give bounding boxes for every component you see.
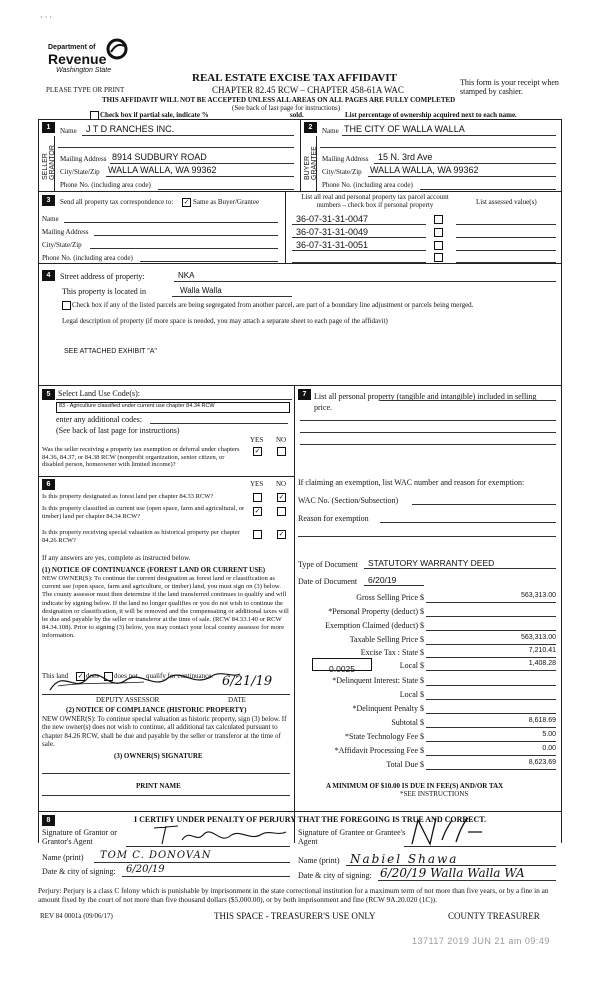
s5-no: NO xyxy=(276,436,287,444)
certify-line: I CERTIFY UNDER PENALTY OF PERJURY THAT THE FOREGOING IS TRUE AND CORRECT. xyxy=(134,815,487,824)
same-as-buyer-checkbox[interactable]: ✓ xyxy=(183,198,190,206)
owner-signature-label: (3) OWNER(S) SIGNATURE xyxy=(114,752,203,760)
warning-line: THIS AFFIDAVIT WILL NOT BE ACCEPTED UNLESS ALL AREAS ON ALL PAGES ARE FULLY COMPLETED xyxy=(102,96,456,104)
personal-property-checkbox[interactable] xyxy=(434,215,443,224)
sold-label: sold. xyxy=(290,111,304,119)
buyer-city-label: City/State/Zip xyxy=(322,168,362,176)
notice2-text: NEW OWNER(S): To continue special valuation as historic property, sign (3) below. If the new owner(s) does not wish to continue, all additional tax calculated pursuant to chapter 84.26 RCW, shall be due and payable by the seller or transferor at the time of sale. xyxy=(42,715,287,749)
tax-row-value[interactable]: 8,618.69 xyxy=(528,717,556,724)
line xyxy=(126,846,290,847)
line xyxy=(150,423,288,424)
qualify-label: qualify for continuance. xyxy=(146,672,214,680)
tax-row-label: Total Due $ xyxy=(386,760,424,769)
see-back: (See back of last page for instructions) xyxy=(232,104,341,112)
does-checkbox[interactable]: ✓ xyxy=(77,672,84,680)
seller-name[interactable]: J T D RANCHES INC. xyxy=(86,124,175,134)
s6-yes: YES xyxy=(250,480,264,488)
land-use-code: 83 - Agriculture classified under current use chapter 84.34 RCW xyxy=(59,403,215,409)
reason-label: Reason for exemption xyxy=(298,514,369,523)
recording-stamp: 137117 2019 JUN 21 am 09:49 xyxy=(412,936,550,946)
historic-question: Is this property receiving special valuation as historical property per chapter 84.26 RCW? xyxy=(42,529,240,544)
rule xyxy=(38,476,294,477)
tax-row-value[interactable]: 8,623.69 xyxy=(528,759,556,766)
doc-date-label: Date of Document xyxy=(298,577,358,586)
line xyxy=(456,262,556,263)
does-not-label: does not xyxy=(114,672,138,680)
dor-logo xyxy=(48,38,138,78)
tax-row-value[interactable]: 5.00 xyxy=(542,731,556,738)
line xyxy=(378,880,556,881)
tax-row-label: Taxable Selling Price $ xyxy=(349,635,424,644)
grantee-sig-text: Signature of Grantee or Grantee's Agent xyxy=(298,828,406,846)
print-name-label: PRINT NAME xyxy=(136,782,181,790)
line xyxy=(426,755,556,756)
s5-yes: YES xyxy=(250,436,264,444)
grantor-name-label: Name (print) xyxy=(42,853,84,862)
doc-type-label: Type of Document xyxy=(298,560,358,569)
forest-yes-checkbox[interactable] xyxy=(253,493,262,502)
line xyxy=(172,296,292,297)
tax-row-value[interactable]: 563,313.00 xyxy=(520,634,556,641)
tax-row-value[interactable]: 563,313.00 xyxy=(520,592,556,599)
line xyxy=(298,536,556,537)
line xyxy=(426,727,556,728)
form-title: REAL ESTATE EXCISE TAX AFFIDAVIT xyxy=(192,72,397,84)
rule xyxy=(38,385,562,386)
forest-no-checkbox[interactable]: ✓ xyxy=(278,493,285,501)
exemption-question: Was the seller receiving a property tax exemption or deferral under chapters 84.36, 84.37, or 84.38 RCW (nonprofit organization, senior citizen, or disabled person, homeowner with limited income)? xyxy=(42,446,240,468)
grantor-date-label: Date & city of signing: xyxy=(42,867,116,876)
does-label: does xyxy=(86,672,99,680)
s6-no: NO xyxy=(276,480,287,488)
form-revision: REV 84 0001a (09/06/17) xyxy=(40,912,113,920)
legal-description[interactable]: SEE ATTACHED EXHIBIT "A" xyxy=(64,348,157,355)
line xyxy=(426,644,556,645)
line xyxy=(292,250,426,251)
historic-no-checkbox[interactable]: ✓ xyxy=(278,530,285,538)
receipt-note: This form is your receipt when stamped by cashier. xyxy=(460,78,559,96)
personal-property-checkbox[interactable] xyxy=(434,253,443,262)
buyer-mail-label: Mailing Address xyxy=(322,155,369,163)
current-use-yes-checkbox[interactable]: ✓ xyxy=(254,507,261,515)
line xyxy=(426,670,556,671)
line xyxy=(94,235,278,236)
seller-phone-label: Phone No. (including area code) xyxy=(60,181,151,189)
tax-row-label: Excise Tax : State $ xyxy=(360,648,424,657)
section-number-7: 7 xyxy=(298,389,311,400)
section-number-2: 2 xyxy=(304,122,317,133)
parcel-header: List all real and personal property tax parcel account numbers – check box if personal property xyxy=(301,193,449,209)
s5-see-back: (See back of last page for instructions) xyxy=(56,426,180,435)
tax-row-value[interactable]: 1,408.28 xyxy=(528,660,556,667)
line xyxy=(426,685,556,686)
line xyxy=(426,630,556,631)
same-as-buyer-label: Same as Buyer/Grantee xyxy=(193,198,260,206)
deputy-label: DEPUTY ASSESSOR xyxy=(96,696,160,704)
notice1-title: (1) NOTICE OF CONTINUANCE (FOREST LAND OR CURRENT USE) xyxy=(42,566,266,574)
line xyxy=(292,262,426,263)
line xyxy=(292,224,426,225)
form-chapter: CHAPTER 82.45 RCW – CHAPTER 458-61A WAC xyxy=(212,85,404,95)
line xyxy=(380,522,556,523)
land-use-label: Select Land Use Code(s): xyxy=(58,389,140,398)
line xyxy=(58,147,294,148)
dept-line1: Department of xyxy=(48,44,96,51)
seller-mail-label: Mailing Address xyxy=(60,155,107,163)
line xyxy=(110,163,294,164)
line xyxy=(42,795,290,796)
tax-row-label: *Delinquent Interest: State $ xyxy=(332,676,424,685)
street-label: Street address of property: xyxy=(60,272,145,281)
line xyxy=(300,420,556,421)
rule xyxy=(294,385,295,843)
exemption-no-checkbox[interactable] xyxy=(277,447,286,456)
rule xyxy=(38,385,39,843)
tax-row-value[interactable]: 7,210.41 xyxy=(528,647,556,654)
section-number-4: 4 xyxy=(42,270,55,281)
grantor-signature xyxy=(150,820,290,848)
line xyxy=(364,568,556,569)
current-use-no-checkbox[interactable] xyxy=(277,507,286,516)
assessed-header: List assessed value(s) xyxy=(476,198,537,206)
rule xyxy=(561,263,562,385)
seller-city-label: City/State/Zip xyxy=(60,168,100,176)
perjury-statement: Perjury: Perjury is a class C felony which is punishable by imprisonment in the state correctional institution for a maximum term of not more than five years, or by a fine in an amount fixed by the court of not more than five thousand dollars ($5,000.00), or by both imprisonment and fine (RCW 9A.20.020 (1C)). xyxy=(38,886,549,904)
line xyxy=(174,281,556,282)
grantor-date[interactable]: 6/20/19 xyxy=(126,864,165,875)
line xyxy=(426,616,556,617)
doc-date[interactable]: 6/20/19 xyxy=(368,575,397,585)
segregated-checkbox[interactable] xyxy=(62,301,71,310)
line xyxy=(380,400,556,401)
buyer-side-label: BUYER GRANTEE xyxy=(304,146,318,180)
line xyxy=(42,694,290,695)
s3-phone-label: Phone No. (including area code) xyxy=(42,254,133,262)
segregated-label: Check box if any of the listed parcels are being segregated from another parcel, are part of a boundary line adjustment or parcels being merged. xyxy=(72,301,474,309)
buyer-phone-label: Phone No. (including area code) xyxy=(322,181,413,189)
tax-row-label: Gross Selling Price $ xyxy=(356,593,424,602)
local-rate: 0.0025 xyxy=(329,664,355,674)
rule xyxy=(316,136,317,191)
line xyxy=(426,602,556,603)
line xyxy=(364,585,424,586)
tax-row-value[interactable]: 0.00 xyxy=(542,745,556,752)
line xyxy=(90,248,278,249)
line xyxy=(426,699,556,700)
line xyxy=(456,250,556,251)
rule xyxy=(38,191,39,263)
notice2-title: (2) NOTICE OF COMPLIANCE (HISTORIC PROPERTY) xyxy=(66,706,247,714)
dept-line3: Washington State xyxy=(56,67,112,74)
line xyxy=(300,432,556,433)
dept-line2: Revenue xyxy=(48,51,107,67)
additional-codes-label: enter any additional codes: xyxy=(56,415,142,424)
line xyxy=(426,769,556,770)
personal-property-checkbox[interactable] xyxy=(434,228,443,237)
line xyxy=(122,876,290,877)
historic-yes-checkbox[interactable] xyxy=(253,530,262,539)
buyer-name[interactable]: THE CITY OF WALLA WALLA xyxy=(344,124,465,134)
grantee-date-label: Date & city of signing: xyxy=(298,871,372,880)
if-yes-note: If any answers are yes, complete as instructed below. xyxy=(42,554,191,562)
tax-row-label: *Delinquent Penalty $ xyxy=(352,704,424,713)
doc-type[interactable]: STATUTORY WARRANTY DEED xyxy=(368,558,495,568)
dor-logo-icon xyxy=(106,38,128,60)
line xyxy=(320,147,556,148)
grantee-name-label: Name (print) xyxy=(298,856,340,865)
grantee-date[interactable]: 6/20/19 Walla Walla WA xyxy=(380,866,525,880)
rule xyxy=(300,119,301,191)
located-label: This property is located in xyxy=(62,287,146,296)
tax-row-label: *Personal Property (deduct) $ xyxy=(328,607,424,616)
notice1-text: NEW OWNER(S): To continue the current designation as forest land or classification as current use (open space, farm and agriculture, or timber) land, you must sign on (3) below. The county assessor must then determine if the land transferred continues to qualify and will indicate by signing below. If the land no longer qualifies or you do not wish to continue the designation or classification, it will be removed and the compensating or additional taxes will be due and payable by the seller or transferor at the time of sale. (RCW 84.33.140 or RCW 84.34.108). Prior to signing (3) below, you may contact your local county assessor for more information. xyxy=(42,575,289,640)
grantor-name[interactable]: TOM C. DONOVAN xyxy=(100,850,212,861)
assessor-date[interactable]: 6/21/19 xyxy=(222,674,273,689)
assessor-signature xyxy=(44,664,244,696)
line xyxy=(292,237,426,238)
section-number-1: 1 xyxy=(42,122,55,133)
send-correspondence-label: Send all property tax correspondence to: xyxy=(60,198,174,206)
current-use-question: Is this property classified as current use (open space, farm and agricultural, or timber) land per chapter 84.34 RCW? xyxy=(42,505,245,520)
rule xyxy=(38,263,562,264)
tax-row-label: *State Technology Fee $ xyxy=(344,732,424,741)
street-address[interactable]: NKA xyxy=(178,271,195,280)
grantee-sig-label xyxy=(298,828,408,846)
tax-row-label: Exemption Claimed (deduct) $ xyxy=(325,621,424,630)
seller-side-label: SELLER GRANTOR xyxy=(42,145,56,180)
seller-city[interactable]: WALLA WALLA, WA 99362 xyxy=(108,165,217,175)
tax-row-label: Subtotal $ xyxy=(391,718,424,727)
grantor-sig-label xyxy=(42,828,122,846)
please-type: PLEASE TYPE OR PRINT xyxy=(46,86,125,94)
s3-mail-label: Mailing Address xyxy=(42,228,89,236)
percentage-note: List percentage of ownership acquired next to each name. xyxy=(345,111,517,119)
line xyxy=(426,713,556,714)
land-use-code-field[interactable] xyxy=(56,402,290,413)
located-in[interactable]: Walla Walla xyxy=(180,286,222,295)
wac-claim-label: If claiming an exemption, list WAC number and reason for exemption: xyxy=(298,478,525,487)
tax-row-label: Local $ xyxy=(399,661,424,670)
personal-property-checkbox[interactable] xyxy=(434,241,443,250)
rule xyxy=(561,191,562,263)
forest-question: Is this property designated as forest land per chapter 84.33 RCW? xyxy=(42,493,214,500)
parcel-number[interactable]: 36-07-31-31-0051 xyxy=(296,240,369,250)
section-number-3: 3 xyxy=(42,195,55,206)
s3-name-label: Name xyxy=(42,215,59,223)
line xyxy=(42,773,290,774)
buyer-city[interactable]: WALLA WALLA, WA 99362 xyxy=(370,165,479,175)
line xyxy=(342,135,556,136)
section-number-8: 8 xyxy=(42,815,55,826)
line xyxy=(456,224,556,225)
buyer-mail[interactable]: 15 N. 3rd Ave xyxy=(378,152,433,162)
partial-sale-label: Check box if partial sale, indicate % xyxy=(100,111,209,119)
line xyxy=(412,504,556,505)
this-land-label: This land xyxy=(42,672,69,680)
parcel-number[interactable]: 36-07-31-31-0049 xyxy=(296,227,369,237)
parcel-number[interactable]: 36-07-31-31-0047 xyxy=(296,214,369,224)
line xyxy=(158,189,294,190)
seller-name-label: Name xyxy=(60,127,77,135)
section-number-6: 6 xyxy=(42,479,55,490)
line xyxy=(56,399,292,400)
tax-row-label: *Affidavit Processing Fee $ xyxy=(334,746,424,755)
line xyxy=(420,189,556,190)
scan-mark: · · · xyxy=(40,13,52,22)
line xyxy=(300,444,556,445)
rule xyxy=(54,136,55,191)
rule xyxy=(38,191,562,192)
section-number-5: 5 xyxy=(42,389,55,400)
rule xyxy=(38,263,39,385)
seller-mail[interactable]: 8914 SUDBURY ROAD xyxy=(112,152,207,162)
exemption-yes-checkbox[interactable]: ✓ xyxy=(254,447,261,455)
grantor-sig-text: Signature of Grantor or Grantor's Agent xyxy=(42,828,117,846)
buyer-name-label: Name xyxy=(322,127,339,135)
line xyxy=(368,176,556,177)
tax-table xyxy=(298,591,556,791)
line xyxy=(94,862,290,863)
rule xyxy=(38,811,562,812)
grantee-signature xyxy=(408,814,488,848)
see-instructions: *SEE INSTRUCTIONS xyxy=(400,790,469,798)
rule xyxy=(561,119,562,191)
line xyxy=(426,657,556,658)
line xyxy=(426,741,556,742)
line xyxy=(64,222,278,223)
s3-city-label: City/State/Zip xyxy=(42,241,82,249)
legal-label: Legal description of property (if more space is needed, you may attach a separate sheet to each page of the affidavit) xyxy=(62,317,388,325)
date-label: DATE xyxy=(228,696,246,704)
rule xyxy=(285,191,286,263)
minimum-note: A MINIMUM OF $10.00 IS DUE IN FEE(S) AND/OR TAX xyxy=(326,782,504,790)
wac-no-label: WAC No. (Section/Subsection) xyxy=(298,496,399,505)
line xyxy=(374,163,556,164)
line xyxy=(82,135,294,136)
line xyxy=(456,237,556,238)
line xyxy=(106,176,294,177)
tax-row-label: Local $ xyxy=(399,690,424,699)
line xyxy=(140,261,278,262)
line xyxy=(404,846,556,847)
treasurer-use: THIS SPACE - TREASURER'S USE ONLY xyxy=(214,911,376,921)
county-treasurer: COUNTY TREASURER xyxy=(448,911,540,921)
personal-property-label: List all personal property (tangible and intangible) included in selling price. xyxy=(314,392,537,412)
local-rate-box[interactable] xyxy=(312,658,372,674)
rule xyxy=(561,385,562,843)
grantee-name[interactable]: Nabiel Shawa xyxy=(350,852,459,866)
rule xyxy=(38,119,39,191)
